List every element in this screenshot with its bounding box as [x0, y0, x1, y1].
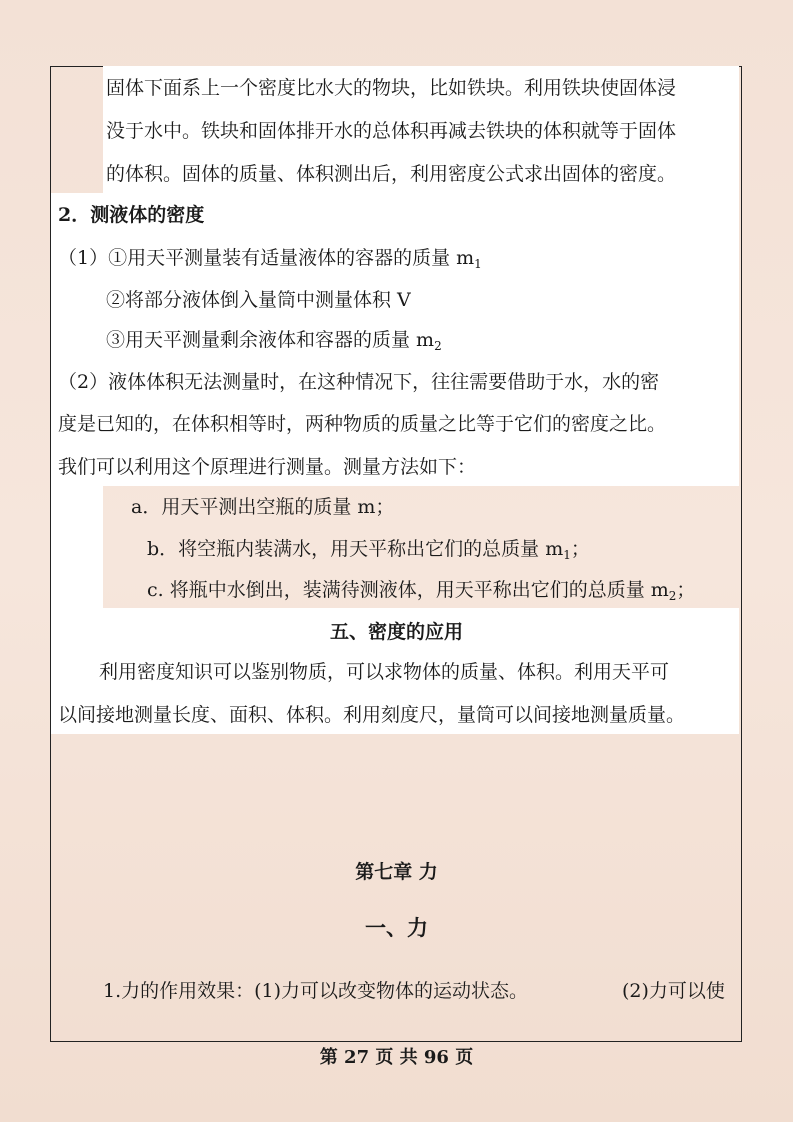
force-effect-line-a: 1.力的作用效果：(1)力可以改变物体的运动状态。 — [103, 980, 529, 1002]
method-a: a．用天平测出空瓶的质量 m； — [131, 496, 395, 518]
step-3: ③用天平测量剩余液体和容器的质量 $m_2$ — [106, 329, 442, 353]
method-b: b．将空瓶内装满水，用天平称出它们的总质量 $m_1$； — [147, 538, 590, 562]
step-2: ②将部分液体倒入量筒中测量体积 V — [106, 289, 411, 311]
sec5-line-1: 利用密度知识可以鉴别物质，可以求物体的质量、体积。利用天平可 — [99, 661, 670, 683]
step-1: （1）①用天平测量装有适量液体的容器的质量 $m_1$ — [58, 247, 482, 271]
page-number: 第 27 页 共 96 页 — [319, 1047, 474, 1068]
para1-line-2: 没于水中。铁块和固体排开水的总体积再减去铁块的体积就等于固体 — [106, 120, 677, 142]
chapter-section-title: 一、力 — [365, 915, 428, 940]
white-block-steps-left — [51, 486, 103, 608]
para2-line-2: 度是已知的，在体积相等时，两种物质的质量之比等于它们的密度之比。 — [58, 413, 667, 435]
force-effect-line-b: (2)力可以使 — [622, 980, 725, 1002]
para1-line-1: 固体下面系上一个密度比水大的物块，比如铁块。利用铁块使固体浸 — [106, 77, 677, 99]
chapter-title: 第七章 力 — [355, 861, 438, 883]
sec5-line-2: 以间接地测量长度、面积、体积。利用刻度尺，量筒可以间接地测量质量。 — [58, 704, 686, 726]
method-c: c. 将瓶中水倒出，装满待测液体，用天平称出它们的总质量 $m_2$； — [147, 579, 696, 603]
para1-line-3: 的体积。固体的质量、体积测出后，利用密度公式求出固体的密度。 — [106, 163, 677, 185]
section-title-density-application: 五、密度的应用 — [329, 621, 463, 643]
section-heading-liquid-density: 2．测液体的密度 — [58, 204, 205, 226]
para2-line-3: 我们可以利用这个原理进行测量。测量方法如下： — [58, 456, 477, 478]
para2-line-1: （2）液体体积无法测量时，在这种情况下，往往需要借助于水，水的密 — [58, 371, 660, 393]
